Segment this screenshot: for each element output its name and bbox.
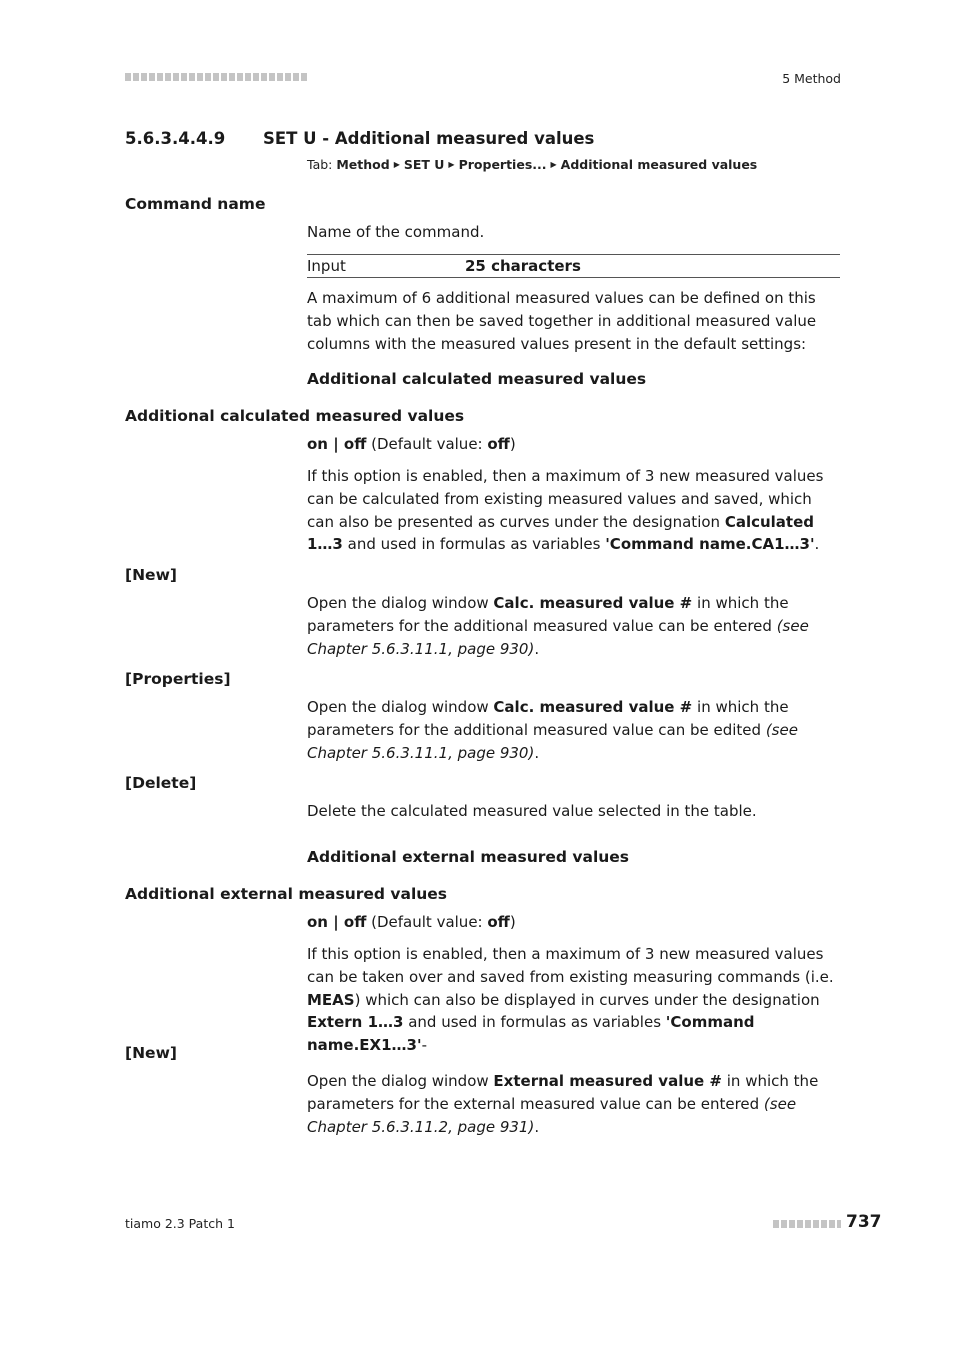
calc-subheading: Additional calculated measured values	[307, 370, 647, 388]
command-name-paragraph: A maximum of 6 additional measured values can be defined on this tab which can then be saved together in additional measured value columns with the measured values present in the default settings:	[307, 289, 817, 353]
default-suffix: )	[509, 913, 516, 931]
ext-paragraph	[307, 943, 840, 1057]
calc-new-desc	[307, 592, 840, 660]
default-suffix: )	[509, 435, 516, 453]
text: Open the dialog window	[307, 698, 494, 716]
section-number: 5.6.3.4.4.9	[125, 129, 226, 148]
default-prefix: (Default value:	[366, 435, 488, 453]
command-name-desc: Name of the command.	[307, 223, 485, 241]
text: .	[534, 639, 540, 658]
input-table-col1: Input	[307, 257, 346, 275]
input-table-col2: 25 characters	[465, 257, 581, 275]
option-values: on | off	[307, 435, 367, 453]
text: in which the parameters for the external measured value can be entered	[307, 1072, 819, 1113]
text: -	[421, 1036, 428, 1055]
bold-text: 'Command name.EX1…3'	[307, 1013, 755, 1055]
default-value: off	[487, 435, 510, 453]
calc-paragraph	[307, 465, 840, 556]
tab-path-part: SET U	[403, 157, 445, 172]
ext-subheading: Additional external measured values	[307, 848, 630, 866]
footer-product: tiamo 2.3 Patch 1	[125, 1216, 235, 1231]
text: .	[534, 1117, 540, 1136]
bold-text: Extern 1…3	[307, 1013, 404, 1032]
calc-properties-desc	[307, 696, 840, 764]
page-number: 737	[846, 1212, 882, 1232]
bold-text: 'Command name.CA1…3'	[605, 535, 815, 554]
text: .	[534, 743, 540, 762]
arrow-right-icon: ▶	[550, 160, 557, 169]
chapter-reference-link[interactable]: (see Chapter 5.6.3.11.2, page 931)	[307, 1094, 797, 1136]
bold-text: Calc. measured value #	[493, 698, 693, 716]
text: and used in formulas as variables	[403, 1013, 666, 1032]
arrow-right-icon: ▶	[448, 160, 455, 169]
calc-delete-label: [Delete]	[125, 774, 197, 792]
ext-new-label: [New]	[125, 1044, 177, 1062]
chapter-reference-link[interactable]: (see Chapter 5.6.3.11.1, page 930)	[307, 616, 809, 658]
bold-text: Calculated 1…3	[307, 512, 814, 554]
tab-path-part: Properties...	[458, 157, 547, 172]
input-table	[307, 254, 840, 278]
command-name-label: Command name	[125, 195, 266, 213]
bold-text: MEAS	[307, 990, 355, 1009]
text: in which the parameters for the additional measured value can be edited	[307, 698, 789, 739]
text: and used in formulas as variables	[342, 535, 606, 554]
text: If this option is enabled, then a maximum of 3 new measured values can be calculated from existing measured values and saved, which can also be presented as curves under the designation	[307, 467, 824, 531]
footer-decoration	[773, 1220, 841, 1228]
bold-text: External measured value #	[493, 1072, 722, 1090]
calc-options	[307, 433, 840, 456]
tab-path	[307, 157, 757, 172]
default-prefix: (Default value:	[366, 913, 488, 931]
tab-path-part: Additional measured values	[560, 157, 758, 172]
chapter-reference-link[interactable]: (see Chapter 5.6.3.11.1, page 930)	[307, 720, 798, 762]
ext-new-desc	[307, 1070, 840, 1138]
calc-label: Additional calculated measured values	[125, 407, 465, 425]
text: Open the dialog window	[307, 1072, 494, 1090]
ext-options	[307, 911, 840, 934]
text: in which the parameters for the additional measured value can be entered	[307, 594, 789, 635]
option-values: on | off	[307, 913, 367, 931]
arrow-right-icon: ▶	[393, 160, 400, 169]
header-decoration	[125, 73, 307, 81]
tab-path-part: Method	[336, 157, 390, 172]
text: ) which can also be displayed in curves under the designation	[354, 990, 820, 1009]
ext-label: Additional external measured values	[125, 885, 448, 903]
bold-text: Calc. measured value #	[493, 594, 693, 612]
header-chapter: 5 Method	[782, 71, 841, 86]
calc-delete-desc: Delete the calculated measured value selected in the table.	[307, 802, 757, 820]
calc-properties-label: [Properties]	[125, 670, 231, 688]
text: .	[814, 535, 820, 554]
section-title: SET U - Additional measured values	[263, 129, 595, 148]
tab-path-prefix: Tab:	[307, 157, 333, 172]
text: Open the dialog window	[307, 594, 494, 612]
text: If this option is enabled, then a maximum of 3 new measured values can be taken over and saved from existing measuring commands (i.e.	[307, 945, 834, 986]
default-value: off	[487, 913, 510, 931]
calc-new-label: [New]	[125, 566, 177, 584]
